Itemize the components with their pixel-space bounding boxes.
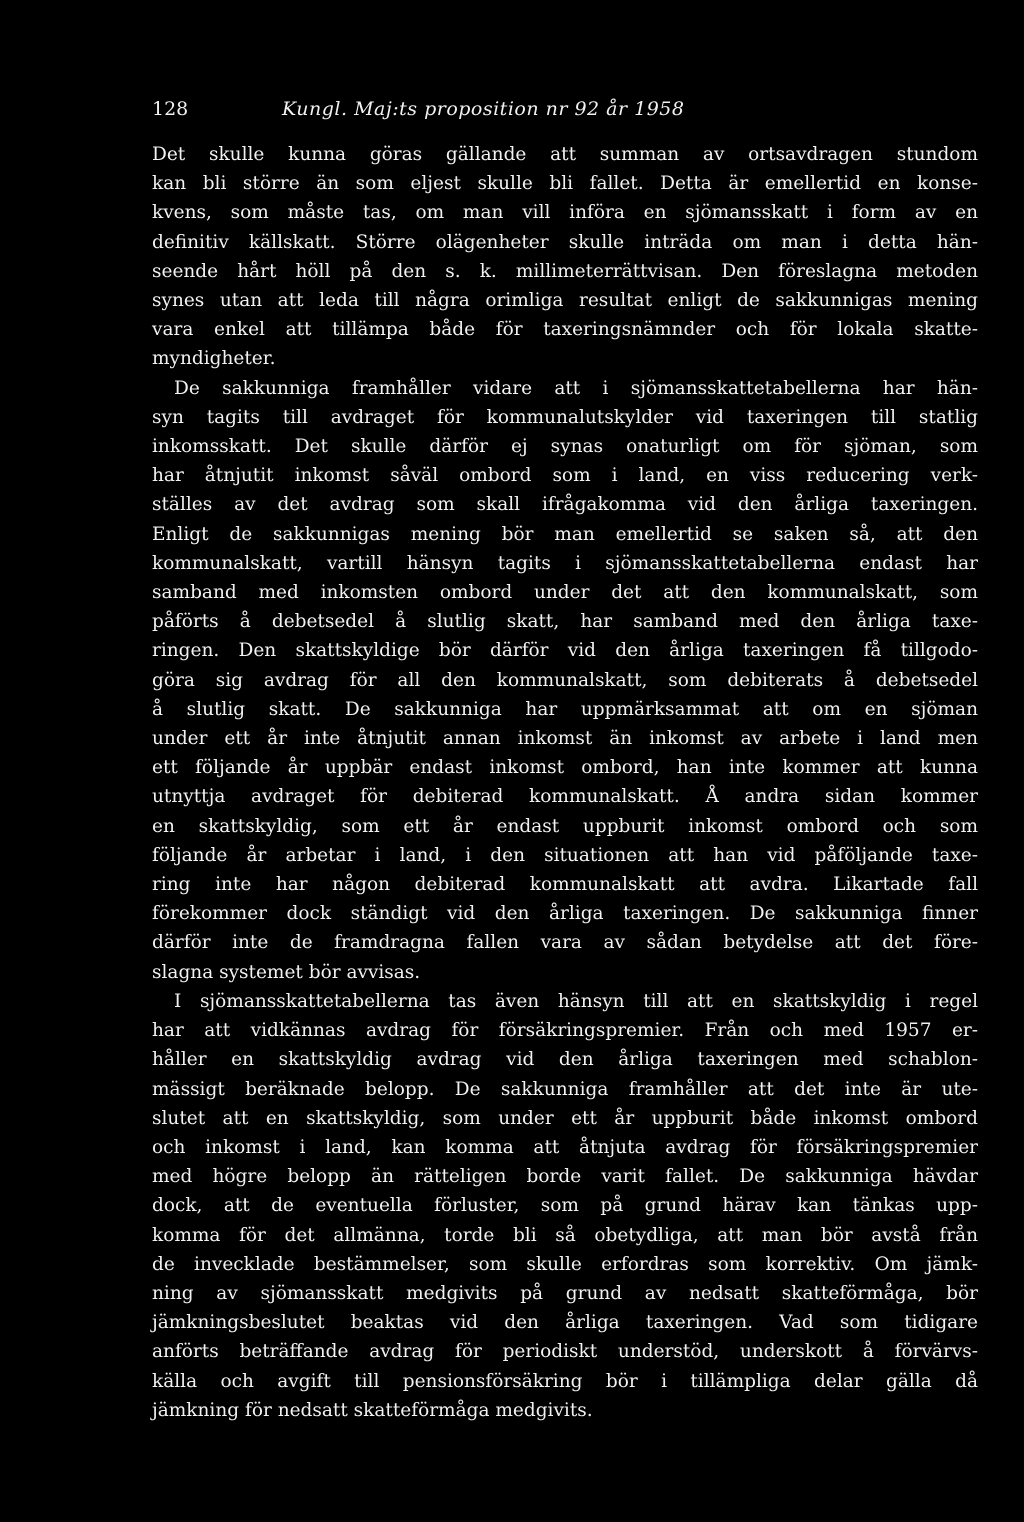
- text-line: de invecklade bestämmelser, som skulle erfordras som korrektiv. Om jämk-: [152, 1253, 978, 1275]
- page-number: 128: [152, 98, 189, 120]
- paragraph: [152, 140, 978, 374]
- text-line: ring inte har någon debiterad kommunalskatt att avdra. Likartade fall: [152, 874, 978, 896]
- text-line: utnyttja avdraget för debiterad kommunalskatt. Å andra sidan kommer: [152, 786, 978, 808]
- text-line: därför inte de framdragna fallen vara av sådan betydelse att det före-: [152, 932, 978, 954]
- text-line: synes utan att leda till några orimliga resultat enligt de sakkunnigas mening: [152, 290, 978, 312]
- page-header: [152, 94, 978, 124]
- document-page: [152, 94, 978, 1425]
- text-line: inkomsskatt. Det skulle därför ej synas onaturligt om för sjöman, som: [152, 436, 978, 458]
- text-line: påförts å debetsedel å slutlig skatt, har samband med den årliga taxe-: [152, 611, 978, 633]
- text-line: mässigt beräknade belopp. De sakkunniga framhåller att det inte är ute-: [152, 1078, 978, 1100]
- text-line: samband med inkomsten ombord under det att den kommunalskatt, som: [152, 582, 978, 604]
- text-line: definitiv källskatt. Större olägenheter skulle inträda om man i detta hän-: [152, 231, 978, 253]
- text-line: har att vidkännas avdrag för försäkringspremier. Från och med 1957 er-: [152, 1020, 978, 1042]
- text-line: myndigheter.: [152, 348, 276, 370]
- text-line: syn tagits till avdraget för kommunalutskylder vid taxeringen till statlig: [152, 406, 978, 428]
- text-line: göra sig avdrag för all den kommunalskatt, som debiterats å debetsedel: [152, 669, 978, 691]
- text-line: anförts beträffande avdrag för periodiskt understöd, underskott å förvärvs-: [152, 1341, 978, 1363]
- text-line: slagna systemet bör avvisas.: [152, 961, 421, 983]
- text-line: jämkning för nedsatt skatteförmåga medgivits.: [152, 1399, 593, 1421]
- text-line: kan bli större än som eljest skulle bli fallet. Detta är emellertid en konse-: [152, 173, 978, 195]
- running-title: Kungl. Maj:ts proposition nr 92 år 1958: [282, 98, 685, 120]
- text-line: ett följande år uppbär endast inkomst ombord, han inte kommer att kunna: [152, 757, 978, 779]
- text-line: under ett år inte åtnjutit annan inkomst än inkomst av arbete i land men: [152, 728, 978, 750]
- text-line: seende hårt höll på den s. k. millimeterrättvisan. Den föreslagna metoden: [152, 260, 978, 282]
- paragraph: [152, 374, 978, 987]
- text-line: vara enkel att tillämpa både för taxeringsnämnder och för lokala skatte-: [152, 319, 978, 341]
- text-line: kommunalskatt, vartill hänsyn tagits i sjömansskattetabellerna endast har: [152, 552, 978, 574]
- text-line: ställes av det avdrag som skall ifrågakomma vid den årliga taxeringen.: [152, 494, 978, 516]
- text-line: Det skulle kunna göras gällande att summan av ortsavdragen stundom: [152, 144, 978, 165]
- text-line: med högre belopp än rätteligen borde varit fallet. De sakkunniga hävdar: [152, 1166, 978, 1188]
- text-line: ning av sjömansskatt medgivits på grund av nedsatt skatteförmåga, bör: [152, 1282, 978, 1304]
- text-line: I sjömansskattetabellerna tas även hänsyn till att en skattskyldig i regel: [174, 990, 978, 1012]
- text-line: följande år arbetar i land, i den situationen att han vid påföljande taxe-: [152, 844, 978, 866]
- text-line: jämkningsbeslutet beaktas vid den årliga taxeringen. Vad som tidigare: [152, 1312, 978, 1334]
- text-line: dock, att de eventuella förluster, som på grund härav kan tänkas upp-: [152, 1195, 978, 1217]
- text-line: slutet att en skattskyldig, som under ett år uppburit både inkomst ombord: [152, 1107, 978, 1129]
- text-line: har åtnjutit inkomst såväl ombord som i land, en viss reducering verk-: [152, 465, 978, 487]
- text-line: Enligt de sakkunnigas mening bör man emellertid se saken så, att den: [152, 523, 978, 545]
- text-line: en skattskyldig, som ett år endast uppburit inkomst ombord och som: [152, 815, 978, 837]
- text-line: komma för det allmänna, torde bli så obetydliga, att man bör avstå från: [152, 1224, 978, 1246]
- paragraph: [152, 987, 978, 1425]
- body-text: [152, 140, 978, 1425]
- text-line: och inkomst i land, kan komma att åtnjuta avdrag för försäkringspremier: [152, 1136, 978, 1158]
- text-line: källa och avgift till pensionsförsäkring bör i tillämpliga delar gälla då: [152, 1370, 978, 1392]
- text-line: De sakkunniga framhåller vidare att i sjömansskattetabellerna har hän-: [174, 377, 978, 399]
- text-line: kvens, som måste tas, om man vill införa en sjömansskatt i form av en: [152, 202, 978, 224]
- text-line: håller en skattskyldig avdrag vid den årliga taxeringen med schablon-: [152, 1049, 978, 1071]
- text-line: ringen. Den skattskyldige bör därför vid den årliga taxeringen få tillgodo-: [152, 640, 978, 662]
- text-line: å slutlig skatt. De sakkunniga har uppmärksammat att om en sjöman: [152, 698, 978, 720]
- text-line: förekommer dock ständigt vid den årliga taxeringen. De sakkunniga finner: [152, 903, 978, 925]
